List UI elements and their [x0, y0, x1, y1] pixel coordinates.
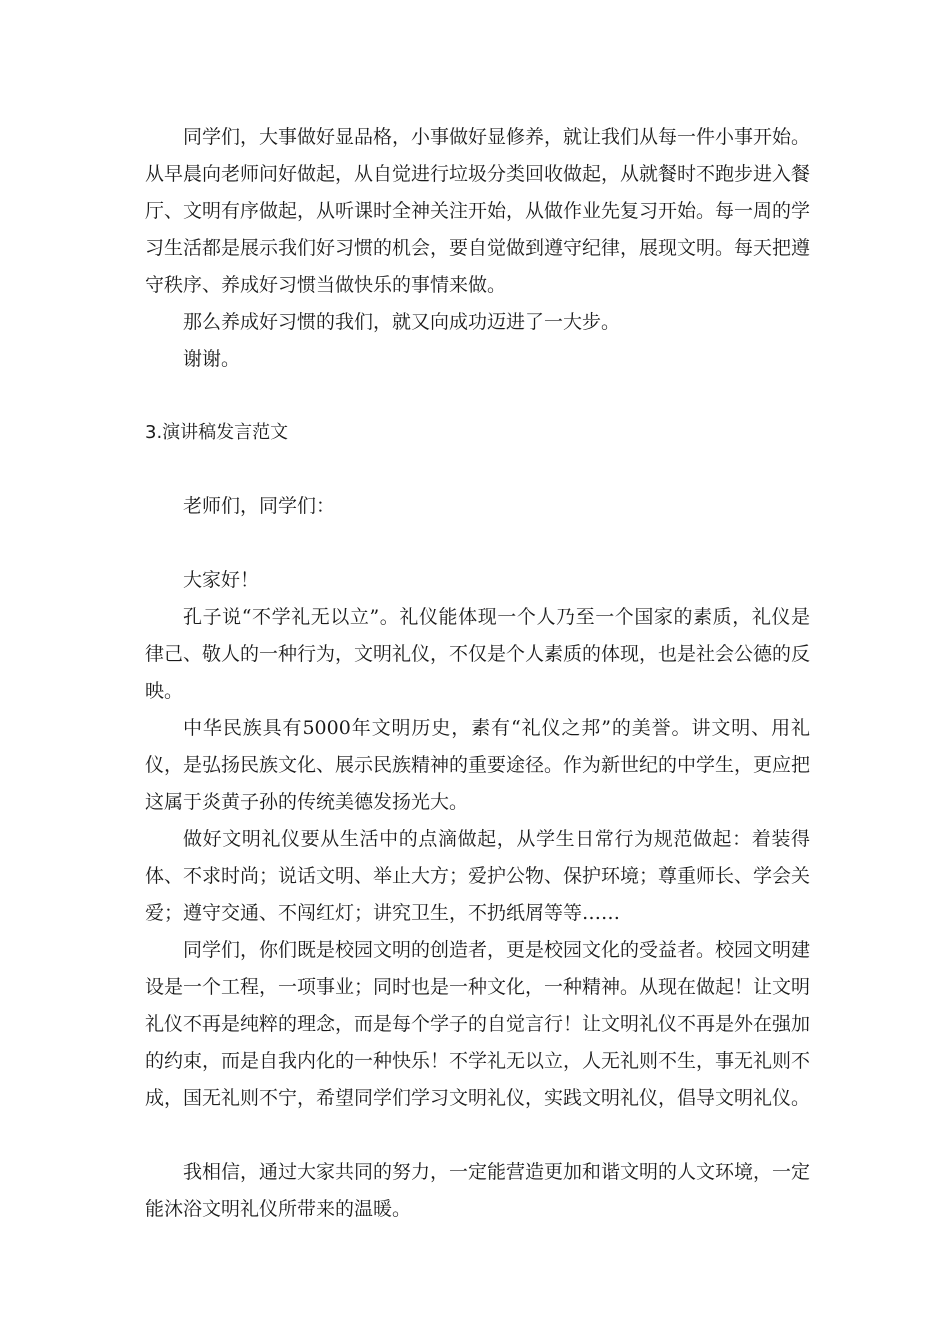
paragraph-belief: 我相信，通过大家共同的努力，一定能营造更加和谐文明的人文环境，一定能沐浴文明礼仪所带来的温暖。	[145, 1161, 811, 1220]
paragraph-thanks: 谢谢。	[183, 348, 241, 370]
paragraph-good-habits: 那么养成好习惯的我们，就又向成功迈进了一大步。	[183, 311, 621, 333]
paragraph-campus-civilization: 同学们，你们既是校园文明的创造者，更是校园文化的受益者。校园文明建设是一个工程，一项事业；同时也是一种文化，一种精神。从现在做起！让文明礼仪不再是纯粹的理念，而是每个学子的自觉言行！让文明礼仪不再是外在强加的约束，而是自我内化的一种快乐！不学礼无以立，人无礼则不生，事无礼则不成，国无礼则不宁，希望同学们学习文明礼仪，实践文明礼仪，倡导文明礼仪。	[145, 939, 811, 1109]
paragraph-small-things: 同学们，大事做好显品格，小事做好显修养，就让我们从每一件小事开始。从早晨向老师问好做起，从自觉进行垃圾分类回收做起，从就餐时不跑步进入餐厅、文明有序做起，从听课时全神关注开始，从做作业先复习开始。每一周的学习生活都是展示我们好习惯的机会，要自觉做到遵守纪律，展现文明。每天把遵守秩序、养成好习惯当做快乐的事情来做。	[145, 126, 811, 296]
salutation: 老师们，同学们：	[183, 495, 336, 517]
paragraph-confucius: 孔子说“不学礼无以立”。礼仪能体现一个人乃至一个国家的素质，礼仪是律己、敬人的一种行为，文明礼仪，不仅是个人素质的体现，也是社会公德的反映。	[145, 606, 811, 702]
greeting: 大家好！	[183, 569, 260, 591]
paragraph-etiquette-details: 做好文明礼仪要从生活中的点滴做起，从学生日常行为规范做起：着装得体、不求时尚；说话文明、举止大方；爱护公物、保护环境；尊重师长、学会关爱；遵守交通、不闯红灯；讲究卫生，不扔纸屑等等……	[145, 828, 811, 924]
section-heading: 3.演讲稿发言范文	[145, 422, 289, 443]
paragraph-chinese-nation: 中华民族具有5000年文明历史，素有“礼仪之邦”的美誉。讲文明、用礼仪，是弘扬民族文化、展示民族精神的重要途径。作为新世纪的中学生，更应把这属于炎黄子孙的传统美德发扬光大。	[145, 717, 811, 813]
